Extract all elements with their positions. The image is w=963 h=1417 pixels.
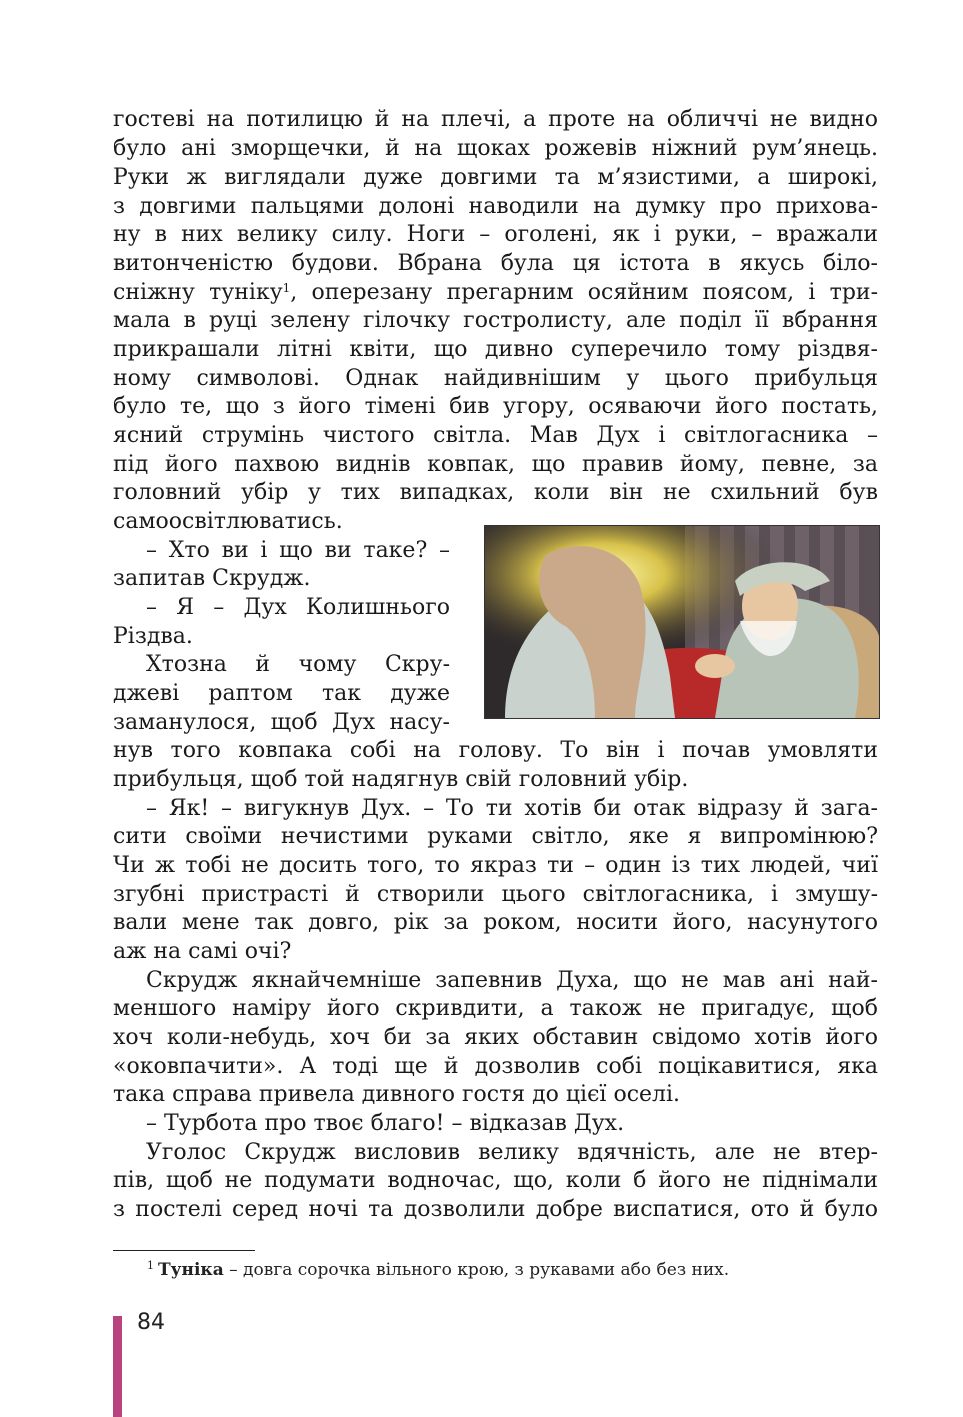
text-line: – Хто ви і що ви таке? – (146, 538, 450, 563)
text-line: сити своїми нечистими руками світло, яке я випромінюю? (113, 824, 878, 849)
footnote-marker: 1 (282, 281, 291, 295)
text-line: Чи ж тобі не досить того, то якраз ти – один із тих людей, чиї (113, 853, 878, 878)
text-line: з постелі серед ночі та дозволили добре виспатися, ото й було (113, 1197, 878, 1222)
text-line: гостеві на потилицю й на плечі, а проте на обличчі не видно (113, 107, 878, 132)
text-line: Скрудж якнайчемніше запевнив Духа, що не мав ані най- (146, 968, 878, 993)
text-line: прикрашали літні квіти, що дивно суперечило тому різдвя- (113, 337, 878, 362)
illustration-ghost-and-scrooge (484, 525, 880, 719)
text-line: Хтозна й чому Скру- (146, 652, 450, 677)
text-line: Руки ж виглядали дуже довгими та м’язистими, а широкі, (113, 165, 878, 190)
text-line: аж на самі очі? (113, 939, 292, 964)
text-segment: , оперезану прегарним осяйним поясом, і три- (290, 280, 878, 305)
text-line: нув того ковпака собі на голову. То він і почав умовляти (113, 738, 878, 763)
text-line: витонченістю будови. Вбрана була ця істота в якусь біло- (113, 251, 878, 276)
text-line: «оковпачити». А тоді ще й дозволив собі поцікавитися, яка (113, 1054, 878, 1079)
footnote-definition: – довга сорочка вільного крою, з рукавами або без них. (223, 1260, 730, 1280)
footnote-divider (113, 1250, 255, 1251)
text-line: було те, що з його тімені бив угору, осяваючи його постать, (113, 394, 878, 419)
text-line: меншого наміру його скривдити, а також не пригадує, щоб (113, 996, 878, 1021)
text-line: пів, щоб не подумати водночас, що, коли б його не піднімали (113, 1168, 878, 1193)
text-line: хоч коли-небудь, хоч би за яких обставин свідомо хотів його (113, 1025, 878, 1050)
text-line: згубні пристрасті й створили цього світлогасника, і змушу- (113, 882, 878, 907)
page-number: 84 (137, 1310, 165, 1335)
text-line: ясний струмінь чистого світла. Мав Дух і світлогасника – (113, 423, 878, 448)
text-line: – Турбота про твоє благо! – відказав Дух. (146, 1111, 625, 1136)
text-line: Уголос Скрудж висловив велику вдячність, але не втер- (146, 1140, 878, 1165)
text-line: ну в них велику силу. Ноги – оголені, як і руки, – вражали (113, 222, 878, 247)
text-line: з довгими пальцями долоні наводили на думку про прихова- (113, 194, 878, 219)
text-line: джеві раптом так дуже (113, 681, 450, 706)
text-line: заманулося, щоб Дух насу- (113, 710, 450, 735)
text-segment: сніжну туніку (113, 280, 283, 305)
footnote-number: 1 (147, 1259, 154, 1272)
text-line: мала в руці зелену гілочку гостролисту, але поділ її вбрання (113, 308, 878, 333)
text-line: запитав Скрудж. (113, 566, 311, 591)
text-line: було ані зморщечки, й на щоках рожевів ніжний рум’янець. (113, 136, 878, 161)
text-line: така справа привела дивного гостя до цієї оселі. (113, 1082, 681, 1107)
text-line: самоосвітлюватись. (113, 509, 343, 534)
text-line: – Я – Дух Колишнього (146, 595, 450, 620)
footnote-term: Туніка (158, 1260, 224, 1280)
text-line: ному символові. Однак найдивнішим у цього прибульця (113, 366, 878, 391)
footnote (147, 1257, 729, 1283)
text-line: Різдва. (113, 624, 193, 649)
text-line: – Як! – вигукнув Дух. – То ти хотів би отак відразу й зага- (146, 796, 878, 821)
text-line-with-footnote (113, 278, 878, 308)
text-line: вали мене так довго, рік за роком, носити його, насунутого (113, 910, 878, 935)
text-line: під його пахвою виднів ковпак, що правив йому, певне, за (113, 452, 878, 477)
page-accent-bar (113, 1316, 122, 1417)
text-line: прибульця, щоб той надягнув свій головний убір. (113, 767, 689, 792)
text-line: головний убір у тих випадках, коли він не схильний був (113, 480, 878, 505)
